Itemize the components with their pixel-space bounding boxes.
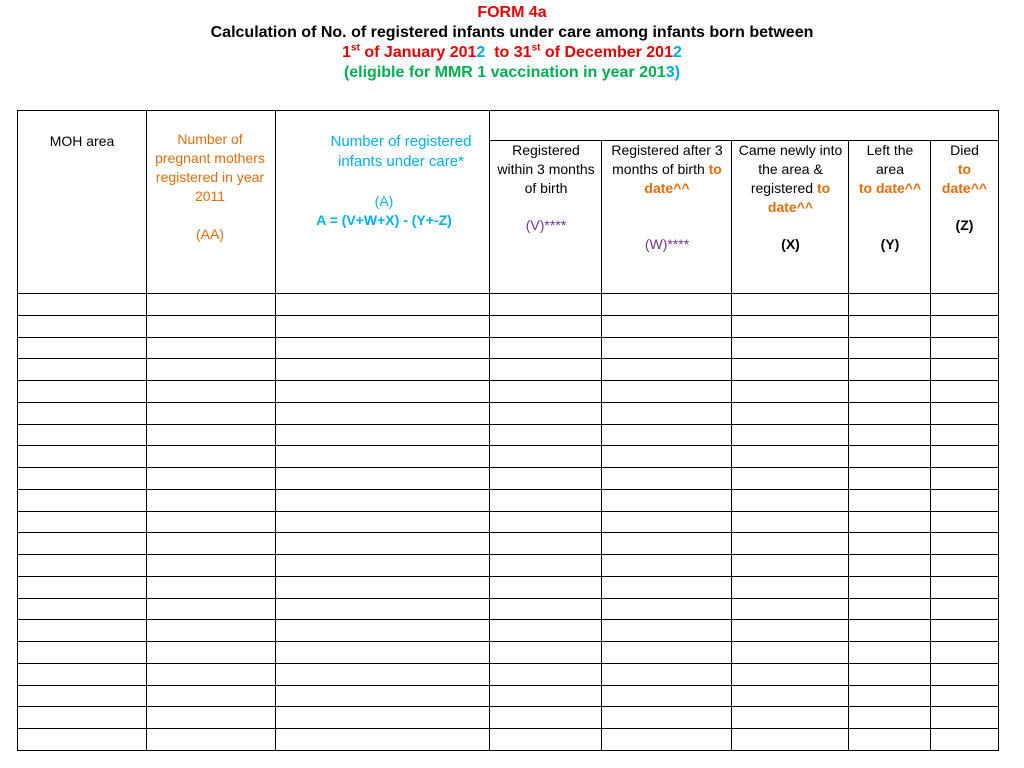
table-row-line <box>17 402 999 403</box>
col-w-suffix: to date^^ <box>644 161 722 196</box>
table-row-line <box>17 685 999 686</box>
period-end-sup: st <box>531 42 541 54</box>
table-row-line <box>17 315 999 316</box>
table-row-line <box>17 467 999 468</box>
col-x-suffix-1: to <box>816 180 831 196</box>
grid-vline <box>17 110 18 751</box>
table-row-line <box>17 598 999 599</box>
period-to-text: to 31 <box>485 44 532 61</box>
eligibility-close-paren: ) <box>674 64 681 81</box>
col-y <box>851 141 929 254</box>
form-heading <box>0 3 1024 83</box>
col-z-suffix-1: to <box>957 161 972 177</box>
grid-vline <box>489 110 490 751</box>
col-infants-formula: A = (V+W+X) - (Y+-Z) <box>316 212 452 228</box>
col-pregnant-label: Number of pregnant mothers registered in year 2011 <box>155 131 265 204</box>
period-start-rest: of January 201 <box>359 44 477 61</box>
table-row-line <box>17 706 999 707</box>
col-v <box>496 141 596 235</box>
period-end-rest: of December 201 <box>540 44 673 61</box>
col-w <box>608 141 726 254</box>
col-x <box>735 141 846 254</box>
form-label: FORM 4a <box>477 4 547 21</box>
table-row-line <box>17 489 999 490</box>
table-row-line <box>17 663 999 664</box>
col-z-suffix-2: date^^ <box>941 180 988 196</box>
table-row-line <box>17 337 999 338</box>
col-y-code: (Y) <box>880 236 900 252</box>
col-y-label-1: Left the <box>866 142 914 158</box>
table-row-line <box>17 511 999 512</box>
table-row-line <box>17 424 999 425</box>
period-end-year-digit: 2 <box>672 44 682 61</box>
col-v-code: (V)**** <box>525 217 567 233</box>
period-line <box>0 43 1024 63</box>
col-w-label <box>608 141 726 198</box>
table-row-line <box>17 576 999 577</box>
col-moh-area: MOH area <box>49 133 115 149</box>
table-row-line <box>17 358 999 359</box>
eligibility-year-digit: 3 <box>665 64 675 81</box>
col-registered-infants <box>279 132 489 230</box>
table-row-line <box>17 445 999 446</box>
col-z-label: Died <box>950 142 979 158</box>
col-infants-label: Number of registered infants under care* <box>330 133 472 170</box>
table-row-line <box>17 532 999 533</box>
col-x-label <box>735 141 846 198</box>
col-x-suffix-2: date^^ <box>767 199 814 215</box>
table-row-line <box>17 293 999 294</box>
period-start-year-digit: 2 <box>476 44 486 61</box>
grid-vline <box>998 110 999 751</box>
col-y-suffix: to date^^ <box>858 180 922 196</box>
eligibility-line <box>0 63 1024 83</box>
col-z <box>931 141 998 235</box>
col-pregnant-mothers <box>153 130 267 244</box>
grid-vline <box>275 110 276 751</box>
form-title: Calculation of No. of registered infants under care among infants born between <box>210 24 814 41</box>
col-infants-code: (A) <box>374 193 394 209</box>
col-x-label-text: Came newly into the area & registered <box>738 142 843 196</box>
col-x-code: (X) <box>781 236 800 252</box>
col-w-code: (W)**** <box>644 236 690 252</box>
table-row-line <box>17 554 999 555</box>
table-row-line <box>17 619 999 620</box>
col-y-label-2: area <box>875 161 905 177</box>
col-z-code: (Z) <box>955 217 974 233</box>
table-row-line <box>17 728 999 729</box>
col-w-label-text: Registered after 3 months of birth <box>611 142 723 177</box>
eligibility-text: eligible for MMR 1 vaccination in year 201 <box>349 64 666 81</box>
table-row-line <box>17 641 999 642</box>
grid-hline <box>17 110 999 111</box>
table-row-line <box>17 380 999 381</box>
grid-vline <box>146 110 147 751</box>
form-table <box>17 110 999 751</box>
table-row-line <box>17 750 999 751</box>
col-pregnant-code: (AA) <box>196 226 224 242</box>
col-v-label: Registered within 3 months of birth <box>497 142 595 196</box>
period-start-day: 1 <box>342 44 352 61</box>
eligibility-open-paren: ( <box>343 64 350 81</box>
period-start-sup: st <box>351 42 360 54</box>
